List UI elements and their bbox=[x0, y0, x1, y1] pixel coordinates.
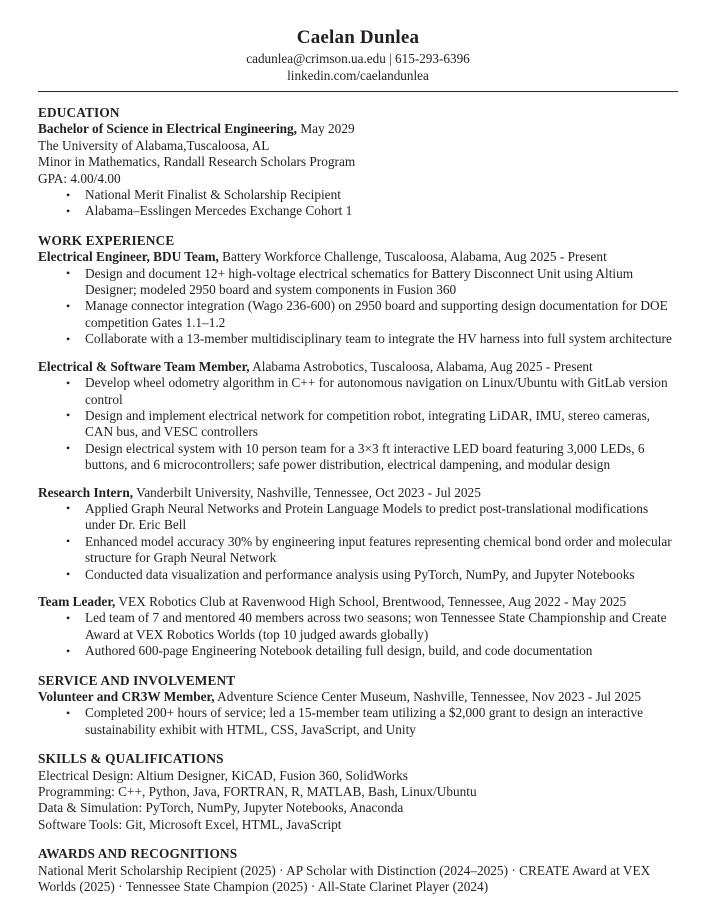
education-minor: Minor in Mathematics, Randall Research Scholars Program bbox=[38, 154, 356, 170]
work-entry-research-intern bbox=[38, 485, 678, 583]
work-entry-bullets bbox=[38, 266, 678, 348]
section-skills bbox=[38, 751, 678, 833]
candidate-name: Caelan Dunlea bbox=[296, 27, 420, 48]
service-bullets bbox=[38, 705, 678, 738]
section-awards bbox=[38, 846, 678, 895]
list-item: • Manage connector integration (Wago 236-600) on 2950 board and supporting design documentation for DOE competition Gates 1.1–1.2 bbox=[38, 298, 678, 331]
education-degree: Bachelor of Science in Electrical Engineering, bbox=[38, 121, 298, 137]
work-entry-astrobotics bbox=[38, 359, 678, 474]
work-entry-role: Electrical & Software Team Member, bbox=[38, 358, 250, 374]
work-entry-bullets bbox=[38, 375, 678, 473]
list-item: • Completed 200+ hours of service; led a 15-member team utilizing a $2,000 grant to design an interactive sustainability exhibit with HTML, CSS, JavaScript, and Unity bbox=[38, 705, 678, 738]
work-entry-bullets bbox=[38, 610, 678, 659]
work-entry-detail: Battery Workforce Challenge, Tuscaloosa, Alabama, Aug 2025 - Present bbox=[218, 249, 607, 265]
education-degree-line bbox=[38, 121, 678, 137]
work-entry-heading bbox=[38, 249, 678, 265]
work-entry-team-leader bbox=[38, 594, 678, 660]
contact-line: cadunlea@crimson.ua.edu | 615-293-6396 bbox=[246, 51, 470, 66]
section-work-experience bbox=[38, 233, 678, 660]
service-entry-detail: Adventure Science Center Museum, Nashville, Tennessee, Nov 2023 - Jul 2025 bbox=[214, 689, 642, 704]
work-entry-heading bbox=[38, 359, 678, 375]
work-entry-heading bbox=[38, 594, 678, 610]
section-title-education: EDUCATION bbox=[38, 105, 120, 120]
list-item: • Applied Graph Neural Networks and Protein Language Models to predict post-translational modifications under Dr. Eric Bell bbox=[38, 501, 678, 534]
work-entry-detail: Vanderbilt University, Nashville, Tennessee, Oct 2023 - Jul 2025 bbox=[133, 484, 481, 500]
section-education bbox=[38, 105, 678, 220]
work-entry-heading bbox=[38, 485, 678, 501]
skills-line-data-simulation: Data & Simulation: PyTorch, NumPy, Jupyter Notebooks, Anaconda bbox=[38, 800, 404, 816]
work-entry-detail: Alabama Astrobotics, Tuscaloosa, Alabama, Aug 2025 - Present bbox=[249, 358, 593, 374]
service-entry-role: Volunteer and CR3W Member, bbox=[38, 689, 215, 704]
section-title-awards: AWARDS AND RECOGNITIONS bbox=[38, 846, 238, 862]
work-entry-role: Research Intern, bbox=[38, 484, 134, 500]
list-item: • Alabama–Esslingen Mercedes Exchange Cohort 1 bbox=[38, 203, 678, 219]
section-service bbox=[38, 673, 678, 739]
work-entry-detail: VEX Robotics Club at Ravenwood High School, Brentwood, Tennessee, Aug 2022 - May 2025 bbox=[115, 593, 627, 609]
work-entry-role: Electrical Engineer, BDU Team, bbox=[38, 249, 219, 265]
awards-text: National Merit Scholarship Recipient (2025) · AP Scholar with Distinction (2024–2025) · CREATE Award at VEX Worlds (2025) · Tennessee State Champion (2025) · All-State Clarinet Player (2024) bbox=[38, 862, 651, 895]
list-item: • Enhanced model accuracy 30% by engineering input features representing chemical bond order and molecular structure for Graph Neural Network bbox=[38, 534, 678, 567]
list-item: • Design and document 12+ high-voltage electrical schematics for Battery Disconnect Unit using Altium Designer; modeled 2950 board and system components in Fusion 360 bbox=[38, 266, 678, 299]
work-entry-bdu bbox=[38, 249, 678, 347]
list-item: • Develop wheel odometry algorithm in C++ for autonomous navigation on Linux/Ubuntu with GitLab version control bbox=[38, 375, 678, 408]
education-gpa: GPA: 4.00/4.00 bbox=[38, 170, 121, 186]
education-bullets bbox=[38, 187, 678, 220]
list-item: • Authored 600-page Engineering Notebook detailing full design, build, and code documentation bbox=[38, 643, 678, 659]
list-item: • Design and implement electrical network for competition robot, integrating LiDAR, IMU, stereo cameras, CAN bus, and VESC controllers bbox=[38, 408, 678, 441]
skills-line-electrical-design: Electrical Design: Altium Designer, KiCAD, Fusion 360, SolidWorks bbox=[38, 767, 408, 783]
list-item: • Design electrical system with 10 person team for a 3×3 ft interactive LED board featuring 3,000 LEDs, 6 buttons, and 6 microcontrollers; safe power distribution, electrical dampening, and modular design bbox=[38, 441, 678, 474]
list-item: • Conducted data visualization and performance analysis using PyTorch, NumPy, and Jupyter Notebooks bbox=[38, 567, 678, 583]
section-title-skills: SKILLS & QUALIFICATIONS bbox=[38, 751, 224, 767]
work-entry-role: Team Leader, bbox=[38, 593, 116, 609]
skills-line-programming: Programming: C++, Python, Java, FORTRAN, R, MATLAB, Bash, Linux/Ubuntu bbox=[38, 784, 477, 800]
service-entry-heading bbox=[38, 689, 678, 705]
list-item: • National Merit Finalist & Scholarship Recipient bbox=[38, 187, 678, 203]
section-title-work-experience: WORK EXPERIENCE bbox=[38, 232, 175, 248]
section-title-service: SERVICE AND INVOLVEMENT bbox=[38, 672, 236, 688]
work-entry-bullets bbox=[38, 501, 678, 583]
linkedin-line: linkedin.com/caelandunlea bbox=[287, 67, 429, 83]
header-divider bbox=[38, 91, 678, 92]
list-item: • Led team of 7 and mentored 40 members across two seasons; won Tennessee State Championship and Create Award at VEX Robotics Worlds (top 10 judged awards globally) bbox=[38, 610, 678, 643]
resume-header bbox=[38, 26, 678, 92]
education-school: The University of Alabama,Tuscaloosa, AL bbox=[38, 137, 270, 153]
list-item: • Collaborate with a 13-member multidisciplinary team to integrate the HV harness into full system architecture bbox=[38, 331, 678, 347]
skills-line-software-tools: Software Tools: Git, Microsoft Excel, HTML, JavaScript bbox=[38, 816, 342, 832]
education-degree-date: May 2029 bbox=[297, 121, 355, 137]
